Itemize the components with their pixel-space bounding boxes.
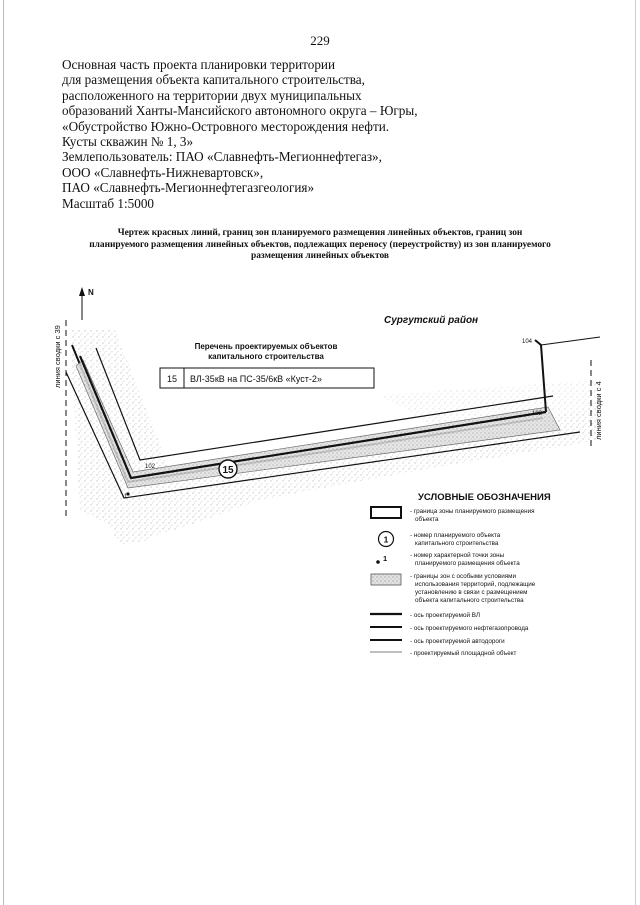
header-line: для размещения объекта капитального строительства, (62, 72, 365, 88)
drawing-title-line: размещения линейных объектов (251, 251, 389, 261)
legend-object-number-line1: - номер планируемого объекта (410, 532, 501, 539)
header-line: «Обустройство Южно-Островного месторождения нефти. (62, 118, 390, 134)
objects-list-title-1: Перечень проектируемых объектов (194, 342, 338, 351)
legend-axis-pipeline: - ось проектируемого нефтегазопровода (410, 625, 529, 632)
right-sheet-label: линия сводки с 4 (594, 381, 603, 440)
legend-point-line1: - номер характерной точки зоны (410, 552, 505, 559)
legend (370, 492, 551, 657)
header-line: расположенного на территории двух муниципальных (62, 87, 362, 103)
drawing-title-line: Чертеж красных линий, границ зон планируемого размещения линейных объектов, границ зон (117, 228, 523, 238)
header-line: Землепользователь: ПАО «Славнефть-Мегионнефтегаз», (62, 149, 382, 165)
legend-object-number-line2: капитального строительства (415, 540, 499, 547)
header-line: Основная часть проекта планировки территории (62, 57, 336, 72)
legend-zone-boundary-line1: - граница зоны планируемого размещения (410, 508, 535, 515)
objects-list-row-num: 15 (166, 374, 178, 384)
legend-special-zone-line4: объекта капитального строительства (415, 597, 524, 604)
legend-axis-road: - ось проектируемой автодороги (410, 638, 505, 645)
page-number: 229 (310, 33, 330, 48)
header-line: ООО «Славнефть-Нижневартовск», (62, 164, 264, 180)
object-number-text: 15 (222, 465, 234, 476)
objects-list-row-name: ВЛ-35кВ на ПС-35/6кВ «Куст-2» (190, 374, 322, 384)
plot-boundary-line (541, 337, 600, 345)
legend-special-zone-line3: установлению в связи с размещением (415, 589, 528, 596)
legend-site-object: - проектируемый площадной объект (410, 650, 517, 657)
header-line: ПАО «Славнефть-Мегионнефтегазгеология» (62, 180, 315, 196)
header-line: образований Ханты-Мансийского автономного округа – Югры, (62, 103, 418, 119)
header-line: Кусты скважин № 1, 3» (62, 134, 194, 150)
point-label-104: 104 (522, 339, 533, 345)
north-label: N (88, 288, 94, 297)
objects-list-title-2: капитального строительства (208, 352, 324, 361)
legend-axis-vl: - ось проектируемой ВЛ (410, 612, 481, 619)
left-sheet-label: линия сводки с 39 (53, 325, 62, 388)
point-label-102: 102 (145, 464, 156, 470)
drawing-title-line: планируемого размещения линейных объектов, подлежащих переносу (переустройству) из зон планируемого (89, 239, 551, 250)
point-label-1: 1 (124, 494, 128, 500)
header-line: Масштаб 1:5000 (62, 195, 155, 211)
objects-list (160, 342, 374, 388)
district-label: Сургутский район (384, 315, 479, 326)
legend-point-line2: планируемого размещения объекта (415, 560, 520, 567)
point-label-103: 103 (532, 411, 543, 417)
legend-zone-boundary-line2: объекта (415, 516, 439, 523)
legend-point-symbol: 1 (383, 554, 388, 563)
north-arrow (79, 287, 94, 320)
object-number-marker (219, 460, 237, 478)
legend-object-number-symbol: 1 (383, 534, 389, 545)
legend-title: УСЛОВНЫЕ ОБОЗНАЧЕНИЯ (418, 492, 551, 503)
legend-special-zone-line2: использования территорий, подлежащие (415, 581, 536, 588)
legend-special-zone-line1: - границы зон с особыми условиями (410, 573, 517, 580)
